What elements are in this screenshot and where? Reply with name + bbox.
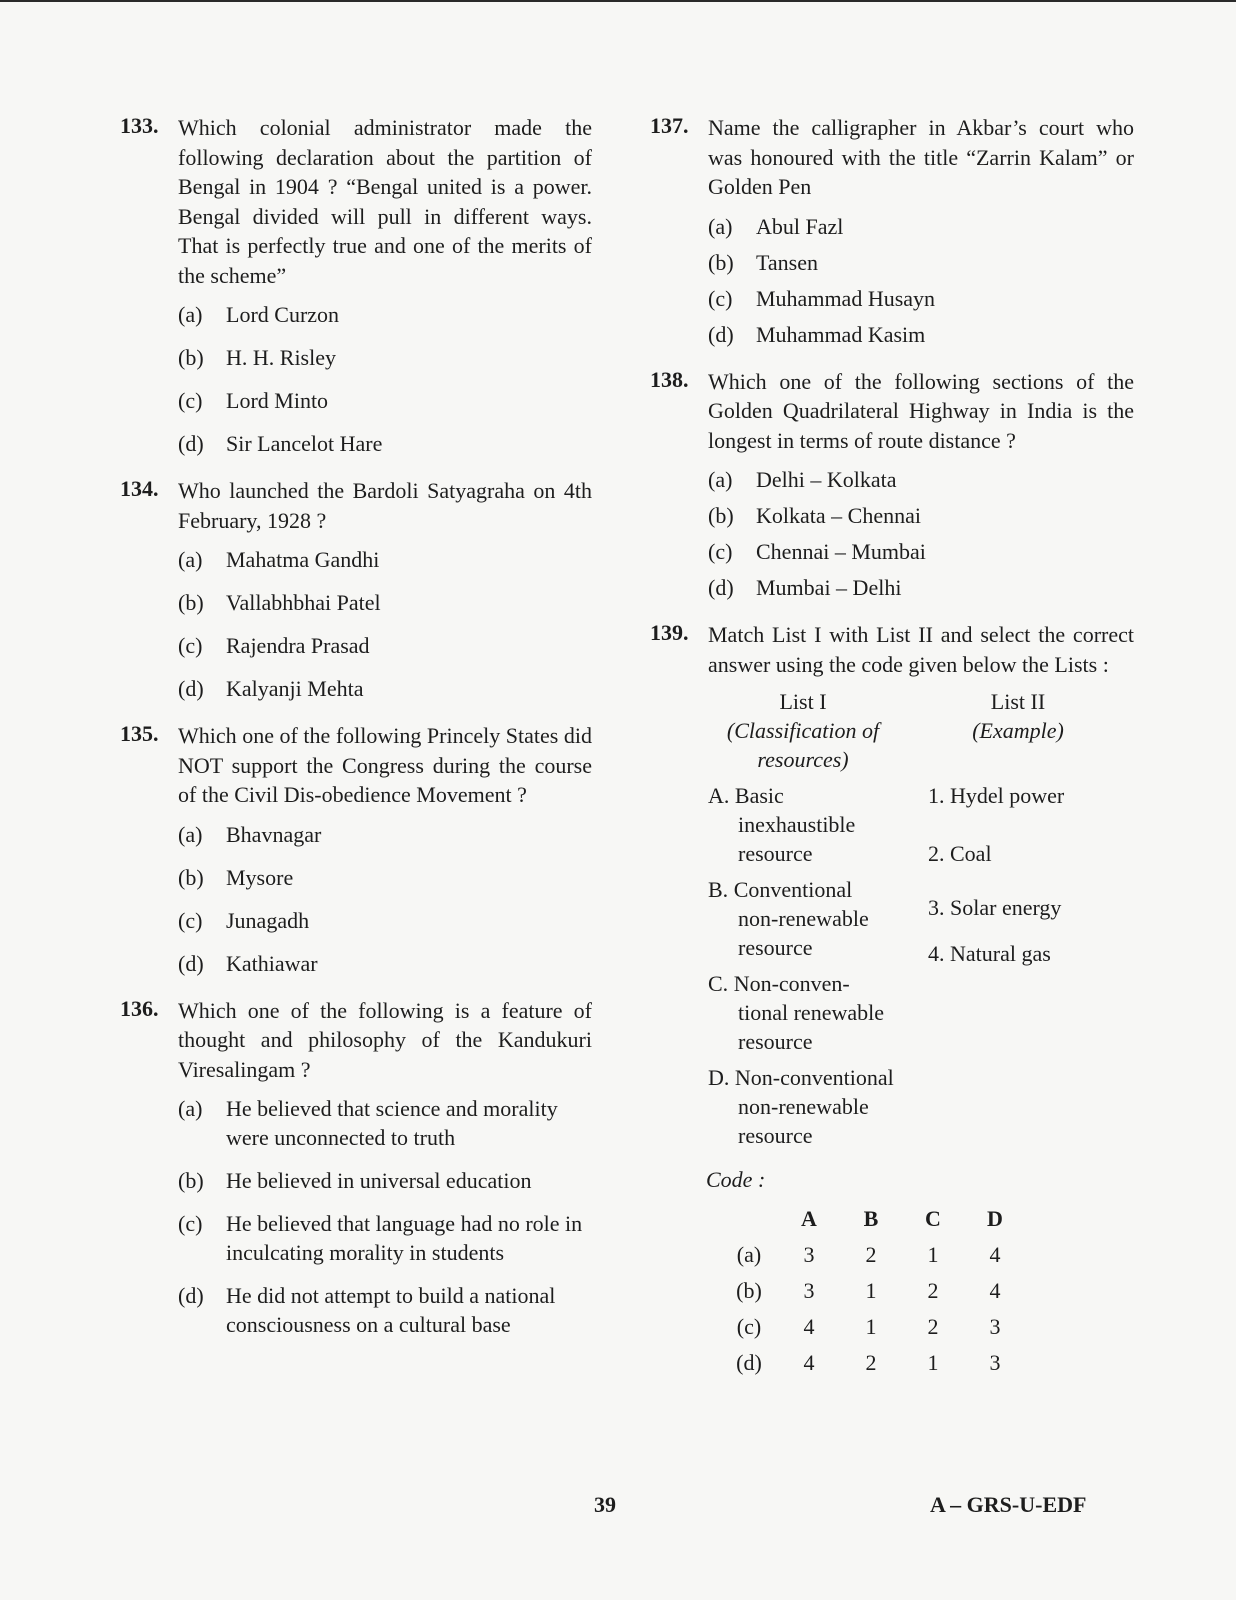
code-title: Code : bbox=[706, 1167, 766, 1192]
list1-subtitle-cont: resources) bbox=[757, 747, 849, 772]
option bbox=[708, 573, 1134, 602]
code-cell: 2 bbox=[865, 1242, 877, 1267]
option-label: (a) bbox=[178, 821, 203, 847]
item-text: tional renewable bbox=[738, 1000, 884, 1025]
question-number: 137. bbox=[650, 113, 689, 138]
option-text: He did not attempt to build a national consciousness on a cultural base bbox=[226, 1283, 556, 1337]
item-text: resource bbox=[738, 1029, 813, 1054]
option-label: (d) bbox=[178, 431, 204, 456]
option bbox=[708, 501, 1134, 530]
option-text: Mysore bbox=[226, 864, 294, 890]
option-label: (c) bbox=[708, 285, 733, 311]
left-column bbox=[120, 113, 592, 1357]
list1-title: List I bbox=[779, 689, 827, 714]
option-text: Vallabhbhai Patel bbox=[226, 590, 381, 615]
option-text: Rajendra Prasad bbox=[226, 633, 370, 658]
list1-item-a bbox=[708, 781, 855, 868]
question-stem: Which one of the following is a feature of thought and philosophy of the Kandukuri Viresalingam ? bbox=[178, 997, 592, 1082]
code-header: D bbox=[987, 1206, 1003, 1231]
question-136 bbox=[120, 996, 592, 1340]
question-134 bbox=[120, 476, 592, 703]
option-label: (b) bbox=[178, 1168, 204, 1193]
code-cell: 1 bbox=[865, 1278, 877, 1303]
option bbox=[708, 248, 1134, 277]
option-label: (c) bbox=[708, 539, 733, 564]
option bbox=[178, 949, 592, 978]
item-text: resource bbox=[738, 935, 813, 960]
question-number: 135. bbox=[120, 721, 159, 746]
option-label: (b) bbox=[178, 864, 204, 890]
item-text: Solar energy bbox=[950, 895, 1062, 920]
option-text: Abul Fazl bbox=[756, 213, 844, 239]
option-label: (d) bbox=[178, 676, 204, 701]
item-text: Hydel power bbox=[950, 783, 1065, 808]
item-text: Non-conven- bbox=[733, 971, 850, 996]
option bbox=[178, 545, 592, 574]
option bbox=[178, 386, 592, 415]
option bbox=[178, 1209, 592, 1267]
option-label: (c) bbox=[178, 388, 203, 413]
code-row bbox=[720, 1273, 1026, 1309]
option bbox=[178, 300, 592, 329]
option-text: H. H. Risley bbox=[226, 345, 336, 370]
option-text: Junagadh bbox=[226, 907, 310, 933]
question-stem: Match List I with List II and select the correct answer using the code given below the Lists : bbox=[708, 622, 1134, 677]
code-cell: 4 bbox=[989, 1278, 1001, 1303]
option-text: Sir Lancelot Hare bbox=[226, 431, 383, 456]
option bbox=[708, 537, 1134, 566]
option-label: (c) bbox=[178, 1211, 203, 1236]
code-cell: 4 bbox=[803, 1350, 815, 1375]
option bbox=[178, 1281, 592, 1339]
question-135 bbox=[120, 721, 592, 978]
option-text: Muhammad Husayn bbox=[756, 285, 936, 311]
option bbox=[178, 863, 592, 892]
code-header-row bbox=[720, 1201, 1026, 1237]
list2-item-4 bbox=[928, 939, 1051, 968]
option-text: Kathiawar bbox=[226, 950, 318, 976]
option-label: (b) bbox=[178, 590, 204, 615]
list2-header bbox=[948, 687, 1088, 745]
option-label: (a) bbox=[708, 213, 733, 239]
list1-item-d bbox=[708, 1063, 894, 1150]
option bbox=[178, 588, 592, 617]
item-text: resource bbox=[738, 1123, 813, 1148]
option-label: (a) bbox=[178, 547, 203, 572]
code-cell: 4 bbox=[803, 1314, 815, 1339]
item-key: A. bbox=[708, 783, 730, 808]
option-text: Bhavnagar bbox=[226, 821, 322, 847]
option-label: (c) bbox=[178, 907, 203, 933]
option bbox=[708, 212, 1134, 241]
question-stem: Name the calligrapher in Akbar’s court who was honoured with the title “Zarrin Kalam” or Golden Pen bbox=[708, 115, 1134, 199]
list1-item-b bbox=[708, 875, 869, 962]
option-label: (b) bbox=[708, 249, 734, 275]
option-text: He believed that language had no role in inculcating morality in students bbox=[226, 1211, 583, 1265]
question-stem: Which colonial administrator made the following declaration about the partition of Bengal in 1904 ? “Bengal united is a power. Bengal divided will pull in different ways. That is perfectly true and one of the merits of the scheme” bbox=[178, 115, 592, 288]
code-row bbox=[720, 1237, 1026, 1273]
option bbox=[178, 1094, 592, 1152]
question-number: 138. bbox=[650, 366, 689, 392]
code-row-label: (a) bbox=[736, 1242, 762, 1267]
code-cell: 2 bbox=[865, 1350, 877, 1375]
option bbox=[708, 465, 1134, 494]
option-text: Lord Minto bbox=[226, 388, 329, 413]
option bbox=[178, 429, 592, 458]
code-row bbox=[720, 1345, 1026, 1381]
code-header: C bbox=[925, 1206, 941, 1231]
code-row-label: (c) bbox=[736, 1314, 762, 1339]
item-text: non-renewable bbox=[738, 1094, 869, 1119]
item-key: 4. bbox=[928, 941, 945, 966]
item-text: Basic bbox=[734, 783, 784, 808]
option bbox=[178, 820, 592, 849]
question-number: 134. bbox=[120, 476, 159, 501]
item-key: D. bbox=[708, 1065, 730, 1090]
option bbox=[708, 320, 1134, 349]
code-cell: 1 bbox=[927, 1242, 939, 1267]
item-key: 2. bbox=[928, 841, 945, 866]
option-text: Muhammad Kasim bbox=[756, 321, 926, 347]
code-cell: 2 bbox=[927, 1278, 939, 1303]
right-column bbox=[650, 113, 1134, 1399]
item-key: C. bbox=[708, 971, 729, 996]
option-text: Mumbai – Delhi bbox=[756, 575, 902, 600]
booklet-code: A – GRS-U-EDF bbox=[930, 1492, 1087, 1517]
item-key: 1. bbox=[928, 783, 945, 808]
item-key: 3. bbox=[928, 895, 945, 920]
option bbox=[178, 343, 592, 372]
option-text: Kolkata – Chennai bbox=[756, 503, 921, 528]
question-stem: Which one of the following Princely States did NOT support the Congress during the course of the Civil Dis-obedience Movement ? bbox=[178, 723, 592, 807]
list1-item-c bbox=[708, 969, 884, 1056]
list1-header bbox=[708, 687, 898, 774]
option-label: (d) bbox=[178, 950, 204, 976]
item-key: B. bbox=[708, 877, 729, 902]
code-cell: 2 bbox=[927, 1314, 939, 1339]
list2-item-1 bbox=[928, 781, 1064, 810]
option-text: Lord Curzon bbox=[226, 302, 340, 327]
item-text: resource bbox=[738, 841, 813, 866]
item-text: Non-conventional bbox=[734, 1065, 894, 1090]
question-139 bbox=[650, 620, 1134, 1381]
question-137 bbox=[650, 113, 1134, 349]
option bbox=[178, 1166, 592, 1195]
option-label: (b) bbox=[708, 503, 734, 528]
code-cell: 3 bbox=[803, 1278, 815, 1303]
code-cell: 3 bbox=[989, 1314, 1001, 1339]
list2-subtitle: (Example) bbox=[972, 718, 1064, 743]
question-138 bbox=[650, 367, 1134, 603]
question-number: 136. bbox=[120, 995, 159, 1021]
item-text: Natural gas bbox=[950, 941, 1051, 966]
item-text: inexhaustible bbox=[738, 812, 856, 837]
option-text: Chennai – Mumbai bbox=[756, 539, 926, 564]
code-table bbox=[720, 1201, 1026, 1381]
option bbox=[178, 674, 592, 703]
list1-subtitle: (Classification of bbox=[726, 718, 880, 743]
option-label: (a) bbox=[178, 1096, 203, 1121]
list2-title: List II bbox=[990, 689, 1046, 714]
code-row bbox=[720, 1309, 1026, 1345]
list2-item-3 bbox=[928, 893, 1061, 922]
question-number: 139. bbox=[650, 620, 689, 645]
option-text: Tansen bbox=[756, 249, 818, 275]
option-label: (d) bbox=[708, 575, 734, 600]
option-label: (d) bbox=[708, 321, 734, 347]
item-text: Coal bbox=[950, 841, 992, 866]
option bbox=[708, 284, 1134, 313]
option bbox=[178, 906, 592, 935]
code-cell: 3 bbox=[803, 1242, 815, 1267]
code-cell: 1 bbox=[865, 1314, 877, 1339]
match-lists bbox=[708, 687, 1134, 1167]
code-cell: 3 bbox=[989, 1350, 1001, 1375]
question-133 bbox=[120, 113, 592, 458]
option-label: (a) bbox=[178, 302, 203, 327]
item-text: non-renewable bbox=[738, 906, 869, 931]
list2-item-2 bbox=[928, 839, 992, 868]
option-label: (b) bbox=[178, 345, 204, 370]
code-row-label: (b) bbox=[736, 1278, 762, 1303]
code-row-label: (d) bbox=[736, 1350, 762, 1375]
question-stem: Which one of the following sections of the Golden Quadrilateral Highway in India is the longest in terms of route distance ? bbox=[708, 368, 1134, 453]
code-header: A bbox=[801, 1206, 817, 1231]
item-text: Conventional bbox=[733, 877, 853, 902]
option-label: (d) bbox=[178, 1283, 204, 1308]
option-text: Kalyanji Mehta bbox=[226, 676, 364, 701]
question-number: 133. bbox=[120, 113, 159, 138]
option-text: Delhi – Kolkata bbox=[756, 467, 897, 492]
top-rule bbox=[0, 0, 1236, 2]
option-text: Mahatma Gandhi bbox=[226, 547, 380, 572]
option-text: He believed in universal education bbox=[226, 1168, 532, 1193]
code-cell: 4 bbox=[989, 1242, 1001, 1267]
option-text: He believed that science and morality were unconnected to truth bbox=[226, 1096, 558, 1150]
option-label: (c) bbox=[178, 633, 203, 658]
code-cell: 1 bbox=[927, 1350, 939, 1375]
code-header: B bbox=[863, 1206, 879, 1231]
option-label: (a) bbox=[708, 467, 733, 492]
option bbox=[178, 631, 592, 660]
page-number: 39 bbox=[594, 1492, 616, 1517]
question-stem: Who launched the Bardoli Satyagraha on 4th February, 1928 ? bbox=[178, 478, 592, 533]
